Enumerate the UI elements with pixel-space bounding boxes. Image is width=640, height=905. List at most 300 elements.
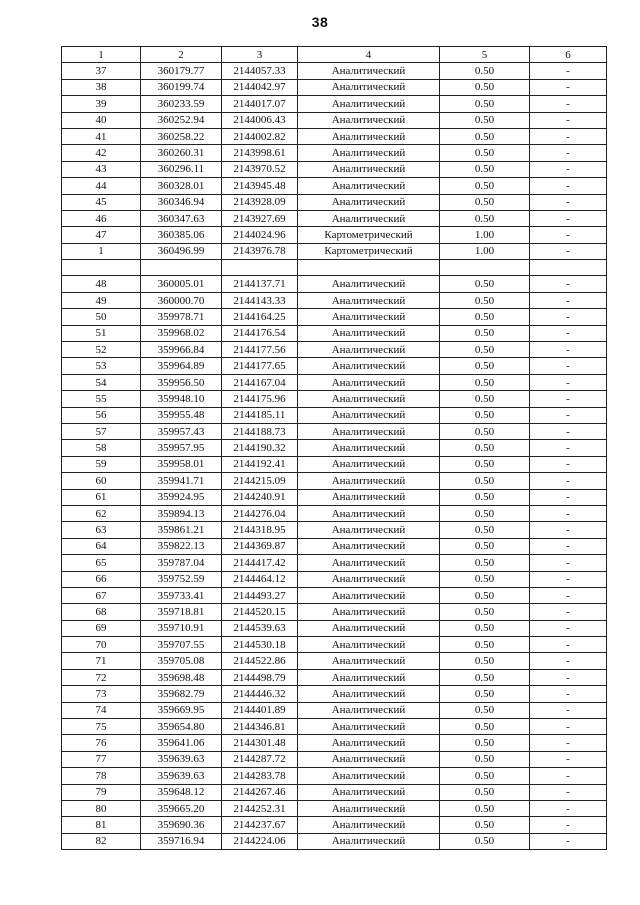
point-number-cell: 66 (62, 571, 141, 587)
y-coordinate-cell: 2144185.11 (222, 407, 298, 423)
note-cell: - (530, 784, 607, 800)
method-cell: Аналитический (298, 702, 440, 718)
note-cell: - (530, 735, 607, 751)
table-row (62, 96, 607, 112)
accuracy-cell: 0.50 (440, 522, 530, 538)
table-row (62, 800, 607, 816)
note-cell: - (530, 407, 607, 423)
y-coordinate-cell: 2144252.31 (222, 800, 298, 816)
table-row (62, 374, 607, 390)
note-cell: - (530, 669, 607, 685)
accuracy-cell: 0.50 (440, 686, 530, 702)
x-coordinate-cell: 360258.22 (141, 128, 222, 144)
method-cell: Аналитический (298, 292, 440, 308)
accuracy-cell: 0.50 (440, 63, 530, 79)
note-cell: - (530, 423, 607, 439)
point-number-cell: 54 (62, 374, 141, 390)
y-coordinate-cell: 2144176.54 (222, 325, 298, 341)
column-header: 3 (222, 47, 298, 63)
x-coordinate-cell: 359682.79 (141, 686, 222, 702)
y-coordinate-cell: 2144006.43 (222, 112, 298, 128)
note-cell: - (530, 505, 607, 521)
note-cell: - (530, 112, 607, 128)
y-coordinate-cell: 2144164.25 (222, 309, 298, 325)
note-cell: - (530, 391, 607, 407)
method-cell: Картометрический (298, 227, 440, 243)
y-coordinate-cell: 2144237.67 (222, 817, 298, 833)
point-number-cell: 67 (62, 587, 141, 603)
y-coordinate-cell: 2144143.33 (222, 292, 298, 308)
point-number-cell: 46 (62, 210, 141, 226)
y-coordinate-cell: 2144024.96 (222, 227, 298, 243)
method-cell: Аналитический (298, 505, 440, 521)
column-header: 1 (62, 47, 141, 63)
method-cell (298, 260, 440, 276)
note-cell: - (530, 63, 607, 79)
table-row (62, 571, 607, 587)
note-cell: - (530, 178, 607, 194)
accuracy-cell: 0.50 (440, 342, 530, 358)
method-cell: Аналитический (298, 653, 440, 669)
accuracy-cell: 0.50 (440, 391, 530, 407)
table-row (62, 325, 607, 341)
y-coordinate-cell: 2144192.41 (222, 456, 298, 472)
y-coordinate-cell: 2144417.42 (222, 555, 298, 571)
note-cell: - (530, 719, 607, 735)
x-coordinate-cell: 359861.21 (141, 522, 222, 538)
x-coordinate-cell: 359648.12 (141, 784, 222, 800)
accuracy-cell: 0.50 (440, 751, 530, 767)
y-coordinate-cell: 2144318.95 (222, 522, 298, 538)
accuracy-cell: 0.50 (440, 423, 530, 439)
accuracy-cell: 0.50 (440, 653, 530, 669)
method-cell: Аналитический (298, 63, 440, 79)
accuracy-cell: 0.50 (440, 719, 530, 735)
note-cell: - (530, 833, 607, 849)
table-row (62, 194, 607, 210)
method-cell: Аналитический (298, 194, 440, 210)
point-number-cell: 58 (62, 440, 141, 456)
table-row (62, 292, 607, 308)
point-number-cell: 63 (62, 522, 141, 538)
note-cell: - (530, 768, 607, 784)
table-row (62, 489, 607, 505)
point-number-cell: 82 (62, 833, 141, 849)
x-coordinate-cell: 359718.81 (141, 604, 222, 620)
table-row (62, 260, 607, 276)
method-cell: Аналитический (298, 79, 440, 95)
accuracy-cell: 0.50 (440, 768, 530, 784)
method-cell: Аналитический (298, 391, 440, 407)
table-row (62, 686, 607, 702)
y-coordinate-cell: 2143976.78 (222, 243, 298, 259)
table-row (62, 473, 607, 489)
y-coordinate-cell: 2144267.46 (222, 784, 298, 800)
point-number-cell: 41 (62, 128, 141, 144)
point-number-cell: 51 (62, 325, 141, 341)
x-coordinate-cell: 359955.48 (141, 407, 222, 423)
table-row (62, 587, 607, 603)
x-coordinate-cell: 359710.91 (141, 620, 222, 636)
method-cell: Картометрический (298, 243, 440, 259)
note-cell: - (530, 276, 607, 292)
x-coordinate-cell: 359752.59 (141, 571, 222, 587)
table-row (62, 243, 607, 259)
table-row (62, 161, 607, 177)
x-coordinate-cell (141, 260, 222, 276)
accuracy-cell: 0.50 (440, 604, 530, 620)
x-coordinate-cell: 359690.36 (141, 817, 222, 833)
point-number-cell (62, 260, 141, 276)
method-cell: Аналитический (298, 768, 440, 784)
note-cell: - (530, 751, 607, 767)
table-row (62, 145, 607, 161)
x-coordinate-cell: 360260.31 (141, 145, 222, 161)
method-cell: Аналитический (298, 719, 440, 735)
note-cell: - (530, 161, 607, 177)
x-coordinate-cell: 359894.13 (141, 505, 222, 521)
method-cell: Аналитический (298, 751, 440, 767)
point-number-cell: 38 (62, 79, 141, 95)
note-cell: - (530, 604, 607, 620)
x-coordinate-cell: 359957.95 (141, 440, 222, 456)
note-cell: - (530, 489, 607, 505)
y-coordinate-cell: 2144002.82 (222, 128, 298, 144)
y-coordinate-cell: 2144446.32 (222, 686, 298, 702)
y-coordinate-cell: 2144369.87 (222, 538, 298, 554)
note-cell: - (530, 555, 607, 571)
x-coordinate-cell: 360233.59 (141, 96, 222, 112)
table-row (62, 63, 607, 79)
note-cell: - (530, 571, 607, 587)
y-coordinate-cell: 2144346.81 (222, 719, 298, 735)
point-number-cell: 75 (62, 719, 141, 735)
x-coordinate-cell: 359654.80 (141, 719, 222, 735)
note-cell: - (530, 440, 607, 456)
accuracy-cell: 0.50 (440, 374, 530, 390)
note-cell: - (530, 473, 607, 489)
x-coordinate-cell: 359958.01 (141, 456, 222, 472)
point-number-cell: 80 (62, 800, 141, 816)
note-cell: - (530, 292, 607, 308)
accuracy-cell: 0.50 (440, 817, 530, 833)
y-coordinate-cell: 2144464.12 (222, 571, 298, 587)
method-cell: Аналитический (298, 817, 440, 833)
y-coordinate-cell: 2144287.72 (222, 751, 298, 767)
note-cell: - (530, 145, 607, 161)
table-row (62, 407, 607, 423)
point-number-cell: 1 (62, 243, 141, 259)
accuracy-cell: 0.50 (440, 276, 530, 292)
point-number-cell: 74 (62, 702, 141, 718)
accuracy-cell: 0.50 (440, 112, 530, 128)
table-row (62, 784, 607, 800)
accuracy-cell: 0.50 (440, 538, 530, 554)
point-number-cell: 49 (62, 292, 141, 308)
point-number-cell: 70 (62, 637, 141, 653)
note-cell: - (530, 374, 607, 390)
table-row (62, 735, 607, 751)
y-coordinate-cell: 2144177.65 (222, 358, 298, 374)
point-number-cell: 78 (62, 768, 141, 784)
table-row (62, 309, 607, 325)
point-number-cell: 60 (62, 473, 141, 489)
point-number-cell: 42 (62, 145, 141, 161)
method-cell: Аналитический (298, 473, 440, 489)
note-cell: - (530, 227, 607, 243)
y-coordinate-cell: 2144520.15 (222, 604, 298, 620)
accuracy-cell: 0.50 (440, 325, 530, 341)
x-coordinate-cell: 359707.55 (141, 637, 222, 653)
note-cell: - (530, 456, 607, 472)
y-coordinate-cell: 2144224.06 (222, 833, 298, 849)
x-coordinate-cell: 359968.02 (141, 325, 222, 341)
table-row (62, 440, 607, 456)
method-cell: Аналитический (298, 800, 440, 816)
point-number-cell: 52 (62, 342, 141, 358)
method-cell: Аналитический (298, 456, 440, 472)
y-coordinate-cell: 2144167.04 (222, 374, 298, 390)
point-number-cell: 47 (62, 227, 141, 243)
note-cell (530, 260, 607, 276)
x-coordinate-cell: 360296.11 (141, 161, 222, 177)
accuracy-cell: 0.50 (440, 178, 530, 194)
point-number-cell: 81 (62, 817, 141, 833)
method-cell: Аналитический (298, 522, 440, 538)
x-coordinate-cell: 359957.43 (141, 423, 222, 439)
accuracy-cell: 0.50 (440, 702, 530, 718)
accuracy-cell: 0.50 (440, 407, 530, 423)
accuracy-cell: 1.00 (440, 243, 530, 259)
y-coordinate-cell: 2144190.32 (222, 440, 298, 456)
point-number-cell: 69 (62, 620, 141, 636)
table-header-row (62, 47, 607, 63)
method-cell: Аналитический (298, 161, 440, 177)
point-number-cell: 65 (62, 555, 141, 571)
table-row (62, 227, 607, 243)
table-row (62, 538, 607, 554)
method-cell: Аналитический (298, 128, 440, 144)
accuracy-cell: 0.50 (440, 456, 530, 472)
y-coordinate-cell: 2144177.56 (222, 342, 298, 358)
point-number-cell: 68 (62, 604, 141, 620)
point-number-cell: 61 (62, 489, 141, 505)
x-coordinate-cell: 359948.10 (141, 391, 222, 407)
accuracy-cell: 0.50 (440, 96, 530, 112)
note-cell: - (530, 358, 607, 374)
x-coordinate-cell: 360199.74 (141, 79, 222, 95)
accuracy-cell: 0.50 (440, 833, 530, 849)
x-coordinate-cell: 360347.63 (141, 210, 222, 226)
x-coordinate-cell: 360252.94 (141, 112, 222, 128)
method-cell: Аналитический (298, 342, 440, 358)
accuracy-cell: 0.50 (440, 358, 530, 374)
point-number-cell: 76 (62, 735, 141, 751)
method-cell: Аналитический (298, 309, 440, 325)
table-row (62, 620, 607, 636)
point-number-cell: 62 (62, 505, 141, 521)
accuracy-cell: 0.50 (440, 128, 530, 144)
x-coordinate-cell: 360385.06 (141, 227, 222, 243)
point-number-cell: 39 (62, 96, 141, 112)
table-row (62, 342, 607, 358)
x-coordinate-cell: 359964.89 (141, 358, 222, 374)
method-cell: Аналитический (298, 587, 440, 603)
note-cell: - (530, 210, 607, 226)
x-coordinate-cell: 359698.48 (141, 669, 222, 685)
point-number-cell: 57 (62, 423, 141, 439)
point-number-cell: 72 (62, 669, 141, 685)
y-coordinate-cell: 2143945.48 (222, 178, 298, 194)
method-cell: Аналитический (298, 489, 440, 505)
table-row (62, 391, 607, 407)
note-cell: - (530, 128, 607, 144)
table-row (62, 178, 607, 194)
method-cell: Аналитический (298, 276, 440, 292)
column-header: 2 (141, 47, 222, 63)
point-number-cell: 45 (62, 194, 141, 210)
note-cell: - (530, 79, 607, 95)
x-coordinate-cell: 359956.50 (141, 374, 222, 390)
point-number-cell: 73 (62, 686, 141, 702)
y-coordinate-cell: 2144137.71 (222, 276, 298, 292)
note-cell: - (530, 653, 607, 669)
x-coordinate-cell: 360005.01 (141, 276, 222, 292)
accuracy-cell: 0.50 (440, 489, 530, 505)
method-cell: Аналитический (298, 555, 440, 571)
table-row (62, 423, 607, 439)
method-cell: Аналитический (298, 735, 440, 751)
method-cell: Аналитический (298, 210, 440, 226)
y-coordinate-cell: 2144175.96 (222, 391, 298, 407)
accuracy-cell: 0.50 (440, 473, 530, 489)
method-cell: Аналитический (298, 604, 440, 620)
note-cell: - (530, 800, 607, 816)
method-cell: Аналитический (298, 571, 440, 587)
table-row (62, 702, 607, 718)
y-coordinate-cell: 2144276.04 (222, 505, 298, 521)
method-cell: Аналитический (298, 145, 440, 161)
accuracy-cell (440, 260, 530, 276)
y-coordinate-cell: 2144539.63 (222, 620, 298, 636)
table-row (62, 505, 607, 521)
column-header: 4 (298, 47, 440, 63)
accuracy-cell: 0.50 (440, 210, 530, 226)
table-row (62, 604, 607, 620)
accuracy-cell: 0.50 (440, 194, 530, 210)
note-cell: - (530, 194, 607, 210)
note-cell: - (530, 325, 607, 341)
table-row (62, 522, 607, 538)
y-coordinate-cell: 2144283.78 (222, 768, 298, 784)
accuracy-cell: 0.50 (440, 292, 530, 308)
method-cell: Аналитический (298, 178, 440, 194)
method-cell: Аналитический (298, 440, 440, 456)
method-cell: Аналитический (298, 833, 440, 849)
point-number-cell: 55 (62, 391, 141, 407)
method-cell: Аналитический (298, 423, 440, 439)
x-coordinate-cell: 359787.04 (141, 555, 222, 571)
accuracy-cell: 0.50 (440, 145, 530, 161)
accuracy-cell: 1.00 (440, 227, 530, 243)
point-number-cell: 79 (62, 784, 141, 800)
x-coordinate-cell: 360346.94 (141, 194, 222, 210)
point-number-cell: 43 (62, 161, 141, 177)
y-coordinate-cell: 2144240.91 (222, 489, 298, 505)
accuracy-cell: 0.50 (440, 800, 530, 816)
method-cell: Аналитический (298, 96, 440, 112)
x-coordinate-cell: 359669.95 (141, 702, 222, 718)
y-coordinate-cell: 2144301.48 (222, 735, 298, 751)
note-cell: - (530, 587, 607, 603)
method-cell: Аналитический (298, 358, 440, 374)
note-cell: - (530, 243, 607, 259)
point-number-cell: 59 (62, 456, 141, 472)
table-row (62, 276, 607, 292)
x-coordinate-cell: 359639.63 (141, 768, 222, 784)
note-cell: - (530, 702, 607, 718)
x-coordinate-cell: 360328.01 (141, 178, 222, 194)
table-row (62, 817, 607, 833)
accuracy-cell: 0.50 (440, 505, 530, 521)
method-cell: Аналитический (298, 538, 440, 554)
y-coordinate-cell: 2144017.07 (222, 96, 298, 112)
accuracy-cell: 0.50 (440, 620, 530, 636)
x-coordinate-cell: 359822.13 (141, 538, 222, 554)
table-row (62, 768, 607, 784)
accuracy-cell: 0.50 (440, 637, 530, 653)
method-cell: Аналитический (298, 112, 440, 128)
point-number-cell: 40 (62, 112, 141, 128)
column-header: 5 (440, 47, 530, 63)
point-number-cell: 48 (62, 276, 141, 292)
accuracy-cell: 0.50 (440, 79, 530, 95)
accuracy-cell: 0.50 (440, 784, 530, 800)
accuracy-cell: 0.50 (440, 440, 530, 456)
y-coordinate-cell: 2144188.73 (222, 423, 298, 439)
table-row (62, 358, 607, 374)
accuracy-cell: 0.50 (440, 587, 530, 603)
y-coordinate-cell: 2144498.79 (222, 669, 298, 685)
note-cell: - (530, 522, 607, 538)
point-number-cell: 50 (62, 309, 141, 325)
note-cell: - (530, 817, 607, 833)
y-coordinate-cell: 2143928.09 (222, 194, 298, 210)
point-number-cell: 71 (62, 653, 141, 669)
x-coordinate-cell: 359733.41 (141, 587, 222, 603)
x-coordinate-cell: 359641.06 (141, 735, 222, 751)
point-number-cell: 77 (62, 751, 141, 767)
column-header: 6 (530, 47, 607, 63)
method-cell: Аналитический (298, 620, 440, 636)
accuracy-cell: 0.50 (440, 669, 530, 685)
y-coordinate-cell: 2144530.18 (222, 637, 298, 653)
y-coordinate-cell: 2144057.33 (222, 63, 298, 79)
y-coordinate-cell: 2143927.69 (222, 210, 298, 226)
table-row (62, 669, 607, 685)
method-cell: Аналитический (298, 784, 440, 800)
x-coordinate-cell: 359639.63 (141, 751, 222, 767)
table-row (62, 112, 607, 128)
table-row (62, 79, 607, 95)
x-coordinate-cell: 359716.94 (141, 833, 222, 849)
y-coordinate-cell: 2144042.97 (222, 79, 298, 95)
table-row (62, 128, 607, 144)
x-coordinate-cell: 360496.99 (141, 243, 222, 259)
method-cell: Аналитический (298, 686, 440, 702)
method-cell: Аналитический (298, 325, 440, 341)
x-coordinate-cell: 359924.95 (141, 489, 222, 505)
